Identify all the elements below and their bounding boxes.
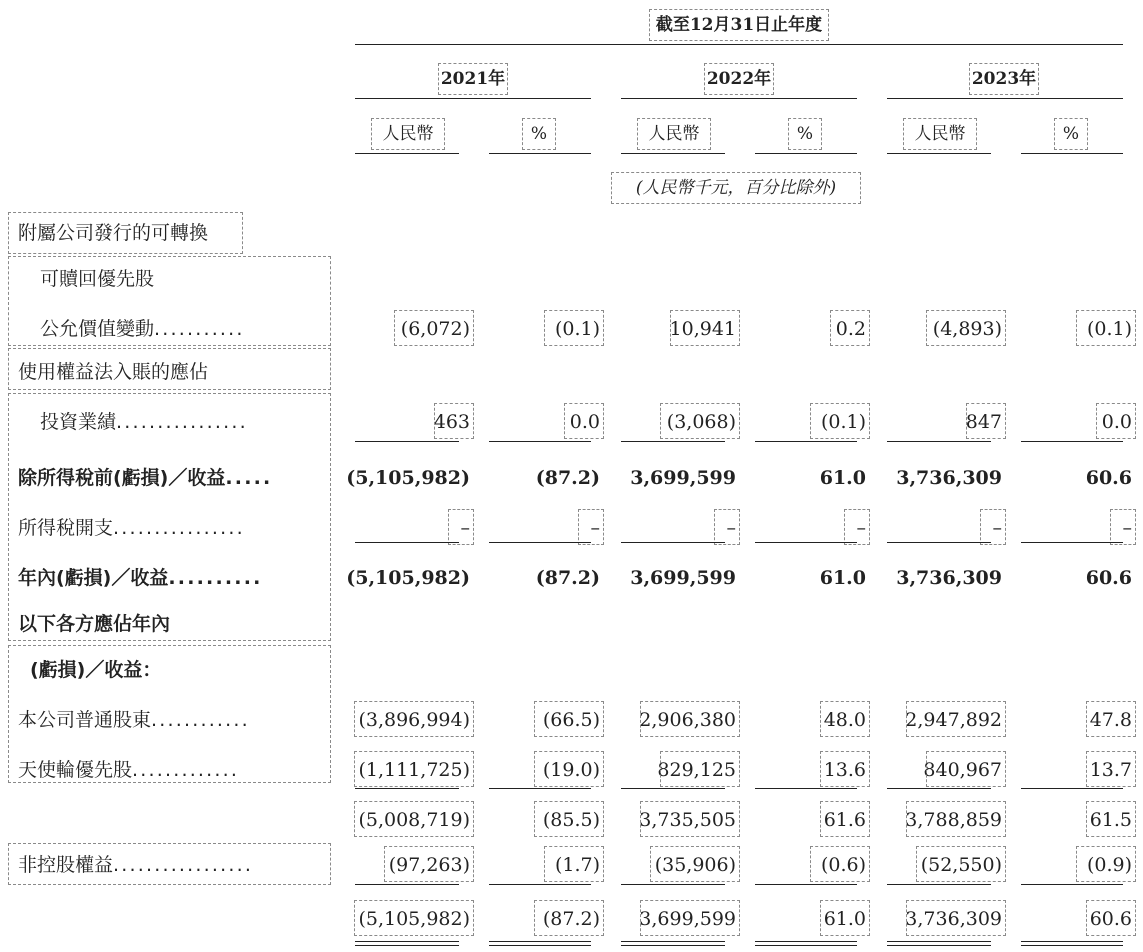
value-cell: 463: [433, 411, 470, 433]
value-cell: (66.5): [542, 709, 600, 731]
row-label-r2b: [40, 409, 248, 435]
value-cell: 61.5: [1089, 809, 1132, 831]
value-cell: 61.6: [823, 809, 866, 831]
single-rule: [489, 542, 591, 543]
row-label-r4: [18, 515, 245, 541]
col-currency-2021: 人民幣: [382, 124, 434, 144]
value-cell-box: [534, 900, 604, 936]
value-cell: 3,736,309: [896, 567, 1002, 589]
col-percent-2023: %: [1062, 124, 1080, 144]
single-rule: [887, 788, 991, 789]
value-cell: (0.1): [1086, 318, 1132, 340]
value-cell: –: [726, 517, 736, 539]
leader-dots: ...........: [154, 318, 245, 340]
value-cell-box: [354, 701, 474, 737]
leader-dots: ............: [151, 709, 250, 731]
row-label-r1b: 可贖回優先股: [40, 268, 155, 290]
value-cell: 847: [965, 411, 1002, 433]
value-cell: (87.2): [542, 908, 600, 930]
value-cell-box: [354, 751, 474, 787]
value-cell-box: [384, 846, 474, 882]
value-cell: 60.6: [1085, 567, 1132, 589]
value-cell-box: [906, 701, 1006, 737]
value-cell-box: [578, 509, 604, 545]
value-cell: (0.6): [820, 854, 866, 876]
value-cell: (19.0): [542, 759, 600, 781]
value-cell: 0.2: [835, 318, 866, 340]
single-rule: [887, 884, 991, 885]
value-cell: (0.1): [820, 411, 866, 433]
value-cell: 61.0: [819, 467, 866, 489]
period-rule: [355, 44, 1123, 45]
value-cell: –: [992, 517, 1002, 539]
row-label-r10-text: 非控股權益: [18, 854, 114, 876]
value-cell-box: [820, 900, 870, 936]
value-cell: –: [856, 517, 866, 539]
value-cell: (85.5): [542, 809, 600, 831]
value-cell-box: [640, 900, 740, 936]
row-label-r1c-text: 公允價值變動: [40, 318, 155, 340]
value-cell-box: [394, 310, 474, 346]
value-cell-box: [966, 403, 1006, 439]
value-cell: 60.6: [1085, 467, 1132, 489]
value-cell: (6,072): [400, 318, 470, 340]
single-rule: [887, 542, 991, 543]
double-rule: [1021, 941, 1123, 946]
value-cell: (97,263): [388, 854, 470, 876]
value-cell-box: [354, 900, 474, 936]
double-rule: [489, 941, 591, 946]
value-cell-box: [1086, 701, 1136, 737]
value-cell-box: [534, 701, 604, 737]
row-label-r7: [18, 707, 250, 733]
row-label-r2a: 使用權益法入賬的應佔: [18, 361, 209, 383]
value-cell-box: [564, 403, 604, 439]
value-cell-box: [820, 751, 870, 787]
value-cell-box: [926, 310, 1006, 346]
value-cell-box: [534, 751, 604, 787]
value-cell: 3,699,599: [639, 908, 736, 930]
value-cell-box: [544, 310, 604, 346]
single-rule: [887, 441, 991, 442]
single-rule: [755, 441, 857, 442]
row-label-r6a: 以下各方應佔年內: [18, 613, 171, 635]
col-percent-2021: %: [530, 124, 548, 144]
value-cell-box: [354, 801, 474, 837]
row-label-r8: [18, 757, 239, 783]
value-cell: –: [460, 517, 470, 539]
double-rule: [355, 941, 459, 946]
leader-dots: .....: [225, 467, 273, 489]
row-label-r8-text: 天使輪優先股: [18, 759, 133, 781]
col-rule-3: [621, 153, 725, 154]
value-cell: 10,941: [669, 318, 736, 340]
single-rule: [755, 542, 857, 543]
year-2021: 2021年: [440, 69, 506, 89]
value-cell: (87.2): [535, 467, 600, 489]
row-label-r1c: [40, 316, 245, 342]
unit-note: (人民幣千元，百分比除外): [635, 178, 837, 198]
value-cell: (5,008,719): [358, 809, 470, 831]
value-cell-box: [650, 846, 740, 882]
single-rule: [1021, 542, 1123, 543]
value-cell: 48.0: [823, 709, 866, 731]
single-rule: [355, 884, 459, 885]
col-currency-2022: 人民幣: [648, 124, 700, 144]
value-cell: 60.6: [1089, 908, 1132, 930]
single-rule: [755, 788, 857, 789]
value-cell-box: [844, 509, 870, 545]
value-cell: 61.0: [819, 567, 866, 589]
single-rule: [355, 542, 459, 543]
single-rule: [621, 441, 725, 442]
col-rule-6: [1021, 153, 1123, 154]
col-currency-2023: 人民幣: [914, 124, 966, 144]
value-cell: (3,068): [666, 411, 736, 433]
value-cell-box: [660, 751, 740, 787]
row-label-r1a: 附屬公司發行的可轉換: [18, 222, 209, 244]
col-percent-2022: %: [796, 124, 814, 144]
value-cell: 0.0: [1101, 411, 1132, 433]
leader-dots: ..........: [168, 567, 263, 589]
leader-dots: .............: [132, 759, 240, 781]
row-label-r3: [18, 465, 272, 491]
value-cell: 3,699,599: [630, 567, 736, 589]
value-cell-box: [660, 403, 740, 439]
single-rule: [1021, 441, 1123, 442]
value-cell-box: [714, 509, 740, 545]
single-rule: [621, 884, 725, 885]
leader-dots: ................: [113, 517, 245, 539]
value-cell-box: [670, 310, 740, 346]
single-rule: [489, 788, 591, 789]
value-cell: –: [590, 517, 600, 539]
value-cell: (5,105,982): [358, 908, 470, 930]
row-label-r5: [18, 565, 263, 591]
value-cell: (35,906): [654, 854, 736, 876]
value-cell-box: [1086, 801, 1136, 837]
single-rule: [621, 788, 725, 789]
value-cell-box: [820, 801, 870, 837]
value-cell-box: [1110, 509, 1136, 545]
value-cell: 13.6: [823, 759, 866, 781]
single-rule: [489, 884, 591, 885]
value-cell-box: [448, 509, 474, 545]
value-cell-box: [434, 403, 474, 439]
value-cell-box: [916, 846, 1006, 882]
row-label-r5-text: 年內(虧損)／收益: [18, 567, 169, 589]
row-label-r6b: (虧損)／收益：: [30, 659, 162, 681]
single-rule: [355, 441, 459, 442]
value-cell: 3,736,309: [896, 467, 1002, 489]
value-cell: (1,111,725): [358, 759, 470, 781]
row-label-r2b-text: 投資業績: [40, 411, 117, 433]
value-cell: (1.7): [554, 854, 600, 876]
year-2023-rule: [887, 98, 1123, 99]
value-cell-box: [926, 751, 1006, 787]
value-cell-box: [980, 509, 1006, 545]
single-rule: [1021, 788, 1123, 789]
single-rule: [489, 441, 591, 442]
value-cell-box: [1086, 751, 1136, 787]
value-cell: 3,735,505: [639, 809, 736, 831]
value-cell: 13.7: [1089, 759, 1132, 781]
value-cell-box: [810, 403, 870, 439]
value-cell: (52,550): [920, 854, 1002, 876]
row-label-r7-text: 本公司普通股東: [18, 709, 152, 731]
value-cell: (0.1): [554, 318, 600, 340]
value-cell: (3,896,994): [358, 709, 470, 731]
double-rule: [887, 941, 991, 946]
single-rule: [1021, 884, 1123, 885]
value-cell: 829,125: [657, 759, 736, 781]
value-cell: 840,967: [923, 759, 1002, 781]
value-cell: (4,893): [932, 318, 1002, 340]
period-header: 截至12月31日止年度: [655, 15, 823, 35]
single-rule: [355, 788, 459, 789]
value-cell-box: [534, 801, 604, 837]
value-cell-box: [906, 801, 1006, 837]
value-cell: 2,947,892: [905, 709, 1002, 731]
value-cell: 3,788,859: [905, 809, 1002, 831]
value-cell-box: [640, 801, 740, 837]
double-rule: [621, 941, 725, 946]
value-cell-box: [1076, 846, 1136, 882]
single-rule: [755, 884, 857, 885]
col-rule-5: [887, 153, 991, 154]
value-cell: (87.2): [535, 567, 600, 589]
value-cell: 0.0: [569, 411, 600, 433]
value-cell-box: [906, 900, 1006, 936]
value-cell-box: [810, 846, 870, 882]
value-cell: (0.9): [1086, 854, 1132, 876]
value-cell-box: [1076, 310, 1136, 346]
col-rule-2: [489, 153, 591, 154]
row-label-r4-text: 所得稅開支: [18, 517, 114, 539]
row-label-r10: [18, 852, 253, 878]
leader-dots: ................: [116, 411, 248, 433]
value-cell: (5,105,982): [346, 467, 470, 489]
leader-dots: .................: [113, 854, 254, 876]
year-2022-rule: [621, 98, 857, 99]
year-2023: 2023年: [971, 69, 1037, 89]
value-cell: –: [1122, 517, 1132, 539]
year-2021-rule: [355, 98, 591, 99]
value-cell: 3,699,599: [630, 467, 736, 489]
row-label-r3-text: 除所得稅前(虧損)／收益: [18, 467, 226, 489]
value-cell-box: [640, 701, 740, 737]
year-2022: 2022年: [706, 69, 772, 89]
value-cell: 3,736,309: [905, 908, 1002, 930]
col-rule-1: [355, 153, 459, 154]
value-cell: 2,906,380: [639, 709, 736, 731]
value-cell-box: [1096, 403, 1136, 439]
value-cell-box: [544, 846, 604, 882]
value-cell: 61.0: [823, 908, 866, 930]
single-rule: [621, 542, 725, 543]
value-cell-box: [1086, 900, 1136, 936]
value-cell: 47.8: [1089, 709, 1132, 731]
value-cell-box: [830, 310, 870, 346]
value-cell-box: [820, 701, 870, 737]
double-rule: [755, 941, 857, 946]
value-cell: (5,105,982): [346, 567, 470, 589]
col-rule-4: [755, 153, 857, 154]
